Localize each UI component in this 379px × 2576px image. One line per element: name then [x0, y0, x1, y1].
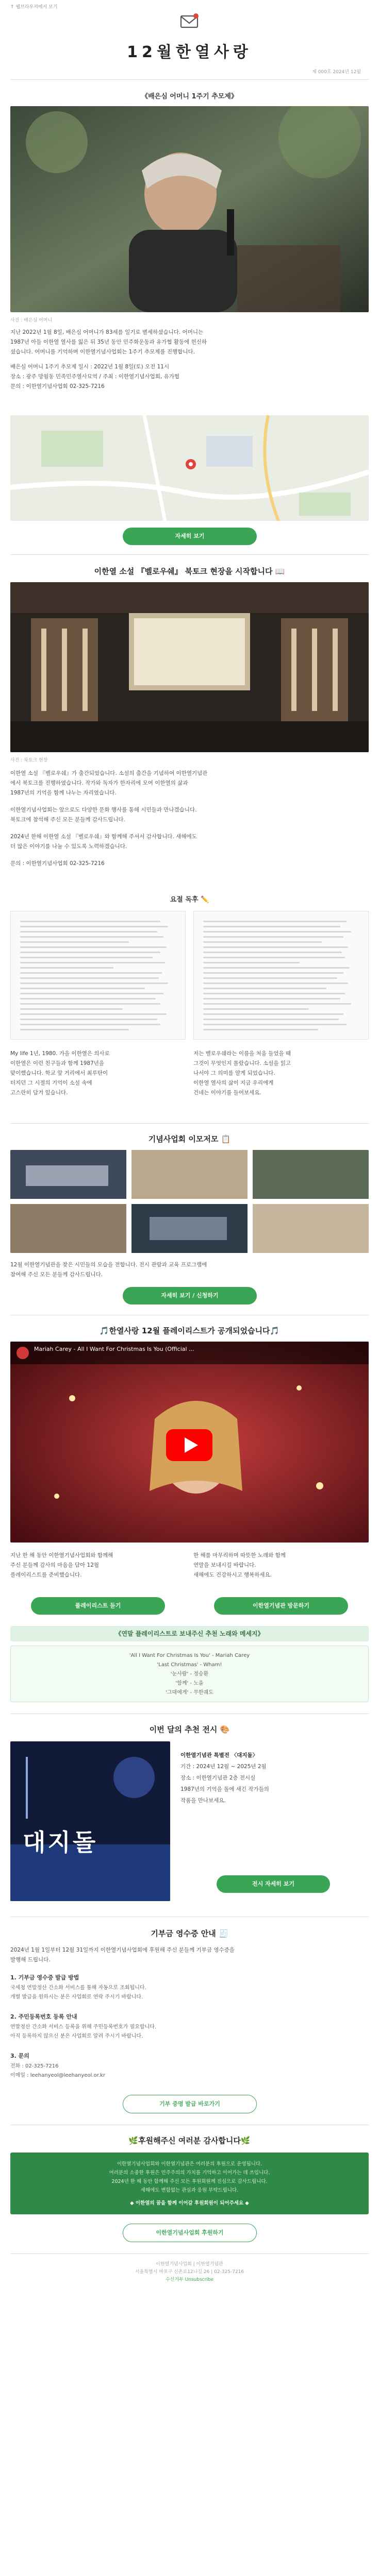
receipt-info-head: 2. 주민등록번호 등록 안내 — [10, 2013, 77, 2020]
excerpt-line: 맞이했습니다. 학교 앞 거리에서 최루탄이 — [10, 1070, 108, 1076]
thanks-line: 2024년 한 해 동안 함께해 주신 모든 후원회원께 진심으로 감사드립니다. — [111, 2179, 268, 2184]
footer — [0, 2261, 379, 2284]
booktalk-body — [10, 769, 369, 869]
exhibition-detail-button[interactable]: 전시 자세히 보기 — [217, 1875, 330, 1893]
excerpt-title: 요절 독후 ✏️ — [170, 896, 209, 904]
playlist-listen-button[interactable]: 플레이리스트 듣기 — [31, 1597, 165, 1615]
recommendation-item: 'Last Christmas' - Wham! — [157, 1662, 222, 1668]
exhibition-line: 1987년의 기억을 돌에 새긴 작가들의 — [180, 1786, 269, 1792]
thanks-line: 이한열기념사업회와 이한열기념관은 여러분의 후원으로 운영됩니다. — [117, 2161, 262, 2167]
receipt-intro-line: 2024년 1월 1일부터 12월 31일까지 이한열기념사업회에 후원해 주신 분들께 기부금 영수증을 — [10, 1947, 235, 1953]
news-detail-button[interactable]: 자세히 보기 / 신청하기 — [123, 1287, 257, 1304]
news-line: 참여해 주신 모든 분들께 감사드립니다. — [10, 1272, 103, 1278]
receipt-info-line: 아직 등록하지 않으신 분은 사업회로 알려 주시기 바랍니다. — [10, 2033, 143, 2039]
booktalk-line: 더 많은 이야기를 나눌 수 있도록 노력하겠습니다. — [10, 843, 127, 850]
exhibition-line: 이한열기념관 특별전 〈대지돌〉 — [180, 1752, 258, 1758]
photo-caption: 사진 : 북토크 현장 — [10, 758, 48, 763]
thanks-line: 여러분의 소중한 후원은 민주주의의 가치를 기억하고 이어가는 데 쓰입니다. — [109, 2170, 270, 2176]
poster-title: 대지돌 — [23, 1828, 98, 1856]
memorial-line: 1987년 아들 이한열 열사를 잃은 뒤 35년 동안 민주화운동과 유가협 활동에 헌신하 — [10, 339, 207, 345]
playlist-line: 플레이리스트를 준비했습니다. — [10, 1572, 82, 1578]
receipt-intro-line: 발행해 드립니다. — [10, 1957, 51, 1963]
mail-envelope-icon — [179, 11, 200, 32]
booktalk-line: 1987년의 기억을 함께 나누는 자리였습니다. — [10, 790, 117, 796]
excerpt-right-text — [193, 1049, 369, 1098]
booktalk-line: 에서 북토크를 진행하였습니다. 작가와 독자가 한자리에 모여 이한열의 삶과 — [10, 780, 188, 786]
news-collage — [10, 1150, 369, 1253]
playlist-line: 한 해를 마무리하며 따뜻한 노래와 함께 — [193, 1552, 286, 1558]
recommendation-item: '함께' - 노을 — [175, 1681, 204, 1686]
book-page-right — [193, 911, 369, 1040]
unsubscribe-link[interactable]: 수신거부 Unsubscribe — [165, 2277, 214, 2282]
receipt-title: 기부금 영수증 안내 🧾 — [151, 1929, 228, 1938]
thanks-line: 새해에도 변함없는 관심과 응원 부탁드립니다. — [140, 2188, 239, 2193]
recommendation-item: '눈사람' - 정승환 — [170, 1671, 209, 1677]
book-page-left — [10, 911, 186, 1040]
excerpt-line: 이한열 열사의 삶이 지금 우리에게 — [193, 1080, 274, 1086]
memorial-line: 배은심 어머니 1주기 추모제 일시 : 2022년 1월 8일(토) 오전 11시 — [10, 364, 170, 370]
recommendation-banner: 《연말 플레이리스트로 보내주신 추천 노래와 메세지》 — [10, 1626, 369, 1641]
excerpt-line: 고스란히 담겨 있습니다. — [10, 1090, 68, 1096]
exhibition-line: 장소 : 이한열기념관 2층 전시실 — [180, 1775, 256, 1781]
exhibition-line: 기간 : 2024년 12월 ~ 2025년 2월 — [180, 1764, 267, 1770]
divider — [10, 1123, 369, 1124]
memorial-line: 문의 : 이한열기념사업회 02-325-7216 — [10, 383, 105, 389]
news-title: 기념사업회 이모저모 📋 — [148, 1134, 231, 1144]
receipt-info-1 — [10, 1973, 369, 2002]
playlist-right-text — [193, 1551, 369, 1580]
memorial-line: 지난 2022년 1월 8일, 배은심 어머니가 83세를 일기로 별세하셨습니다. 어머니는 — [10, 329, 204, 335]
divider — [10, 2253, 369, 2254]
receipt-info-2 — [10, 2012, 369, 2041]
issue-meta: 제 000호 2024년 12월 — [312, 70, 361, 75]
receipt-issue-button[interactable]: 기부 증명 발급 바로가기 — [123, 2095, 257, 2113]
exhibition-poster[interactable] — [10, 1741, 170, 1901]
booktalk-line: 이한열 소설 『벨로우쉐』가 출간되었습니다. 소설의 출간을 기념하여 이한열기념관 — [10, 770, 208, 776]
visit-museum-button[interactable]: 이한열기념관 방문하기 — [214, 1597, 348, 1615]
memorial-subtitle: 《배은심 어머니 1주기 추모제》 — [141, 93, 238, 100]
recommendation-list — [10, 1646, 369, 1702]
recommendation-item: '그대에게' - 무한궤도 — [166, 1690, 213, 1696]
receipt-info-line: 연말정산 간소화 서비스 등록을 위해 주민등록번호가 필요합니다. — [10, 2024, 157, 2030]
exhibition-title: 이번 달의 추천 전시 🎨 — [149, 1725, 230, 1734]
excerpt-line: 그것이 무엇인지 몰랐습니다. 소설을 읽고 — [193, 1060, 291, 1066]
playlist-title: 🎵한열사랑 12월 플레이리스트가 공개되었습니다🎵 — [99, 1326, 280, 1335]
booktalk-line: 문의 : 이한열기념사업회 02-325-7216 — [10, 860, 105, 867]
booktalk-line: 북토크에 참석해 주신 모든 분들께 감사드립니다. — [10, 817, 125, 823]
playlist-line: 새해에도 건강하시고 행복하세요. — [193, 1572, 272, 1578]
booktalk-line: 이한열기념사업회는 앞으로도 다양한 문화 행사를 통해 시민들과 만나겠습니다. — [10, 807, 197, 813]
footer-address: 서울특별시 마포구 신촌로12나길 26 | 02-325-7216 — [135, 2269, 244, 2275]
news-line: 12월 이한열기념관을 찾은 시민들의 모습을 전합니다. 전시 관람과 교육 프로그램에 — [10, 1262, 207, 1268]
view-in-browser-link[interactable]: ↑ 웹브라우저에서 보기 — [10, 5, 58, 10]
playlist-left-text — [10, 1551, 186, 1580]
thanks-box — [10, 2153, 369, 2214]
exhibition-info — [180, 1750, 369, 1806]
newsletter-title: 12월한열사랑 — [127, 43, 252, 61]
booktalk-line: 2024년 한해 이한열 소설 『벨로우쉐』와 함께해 주셔서 감사합니다. 새해에도 — [10, 834, 197, 840]
receipt-info-line: 이메일 : leehanyeol@leehanyeol.or.kr — [10, 2073, 105, 2078]
booktalk-photo — [10, 582, 369, 752]
photo-caption: 사진 : 배은심 어머니 — [10, 318, 53, 323]
playlist-line: 연말을 보내시길 바랍니다. — [193, 1562, 256, 1568]
video-title[interactable]: Mariah Carey - All I Want For Christmas Is You (Official ... — [34, 1346, 194, 1352]
excerpt-line: 저는 벨로우쉐라는 이름을 처음 들었을 때 — [193, 1050, 291, 1057]
recommendation-item: 'All I Want For Christmas Is You' - Mariah Carey — [129, 1653, 250, 1658]
support-banner: ◆ 이한열의 꿈을 함께 이어갈 후원회원이 되어주세요 ◆ — [130, 2200, 249, 2206]
thanks-title: 🌿후원해주신 여러분 감사합니다🌿 — [128, 2136, 251, 2145]
playlist-line: 주신 분들께 감사의 마음을 담아 12월 — [10, 1562, 100, 1568]
excerpt-left-text — [10, 1049, 186, 1098]
location-map[interactable] — [10, 415, 369, 521]
receipt-info-line: 개별 발급을 원하시는 분은 사업회로 연락 주시기 바랍니다. — [10, 1994, 143, 2000]
support-button[interactable]: 이한열기념사업회 후원하기 — [123, 2224, 257, 2242]
receipt-info-head: 3. 문의 — [10, 2053, 29, 2059]
news-body — [10, 1260, 369, 1280]
footer-org: 이한열기념사업회 | 이한열기념관 — [156, 2262, 223, 2267]
memorial-body — [10, 328, 369, 392]
memorial-photo — [10, 106, 369, 312]
booktalk-title: 이한열 소설 『벨로우쉐』 북토크 현장을 시작합니다 📖 — [94, 567, 285, 576]
playlist-video[interactable] — [10, 1342, 369, 1543]
excerpt-line: 건네는 이야기를 들어보세요. — [193, 1090, 261, 1096]
receipt-info-3 — [10, 2052, 369, 2080]
memorial-detail-button[interactable]: 자세히 보기 — [123, 528, 257, 545]
excerpt-line: 이한열은 이런 친구들과 함께 1987년을 — [10, 1060, 105, 1066]
excerpt-line: 터지던 그 시절의 기억이 소설 속에 — [10, 1080, 92, 1086]
exhibition-line: 작품을 만나보세요. — [180, 1798, 226, 1804]
divider — [10, 79, 369, 80]
excerpt-line: 나서야 그 의미를 알게 되었습니다. — [193, 1070, 275, 1076]
memorial-line: 장소 : 광주 망월동 민족민주열사묘역 / 주최 : 이한열기념사업회, 유가협 — [10, 374, 179, 380]
receipt-intro — [10, 1945, 369, 1965]
playlist-line: 지난 한 해 동안 이한열기념사업회와 함께해 — [10, 1552, 113, 1558]
divider — [10, 554, 369, 555]
memorial-line: 셨습니다. 어머니를 기억하며 이한열기념사업회는 1주기 추모제를 진행합니다. — [10, 349, 195, 355]
receipt-info-line: 전화 : 02-325-7216 — [10, 2063, 59, 2069]
receipt-info-head: 1. 기부금 영수증 발급 방법 — [10, 1974, 79, 1981]
excerpt-line: My life 1년, 1980. 가을 이한열은 의사로 — [10, 1050, 110, 1057]
receipt-info-line: 국세청 연말정산 간소화 서비스를 통해 자동으로 조회됩니다. — [10, 1985, 146, 1991]
